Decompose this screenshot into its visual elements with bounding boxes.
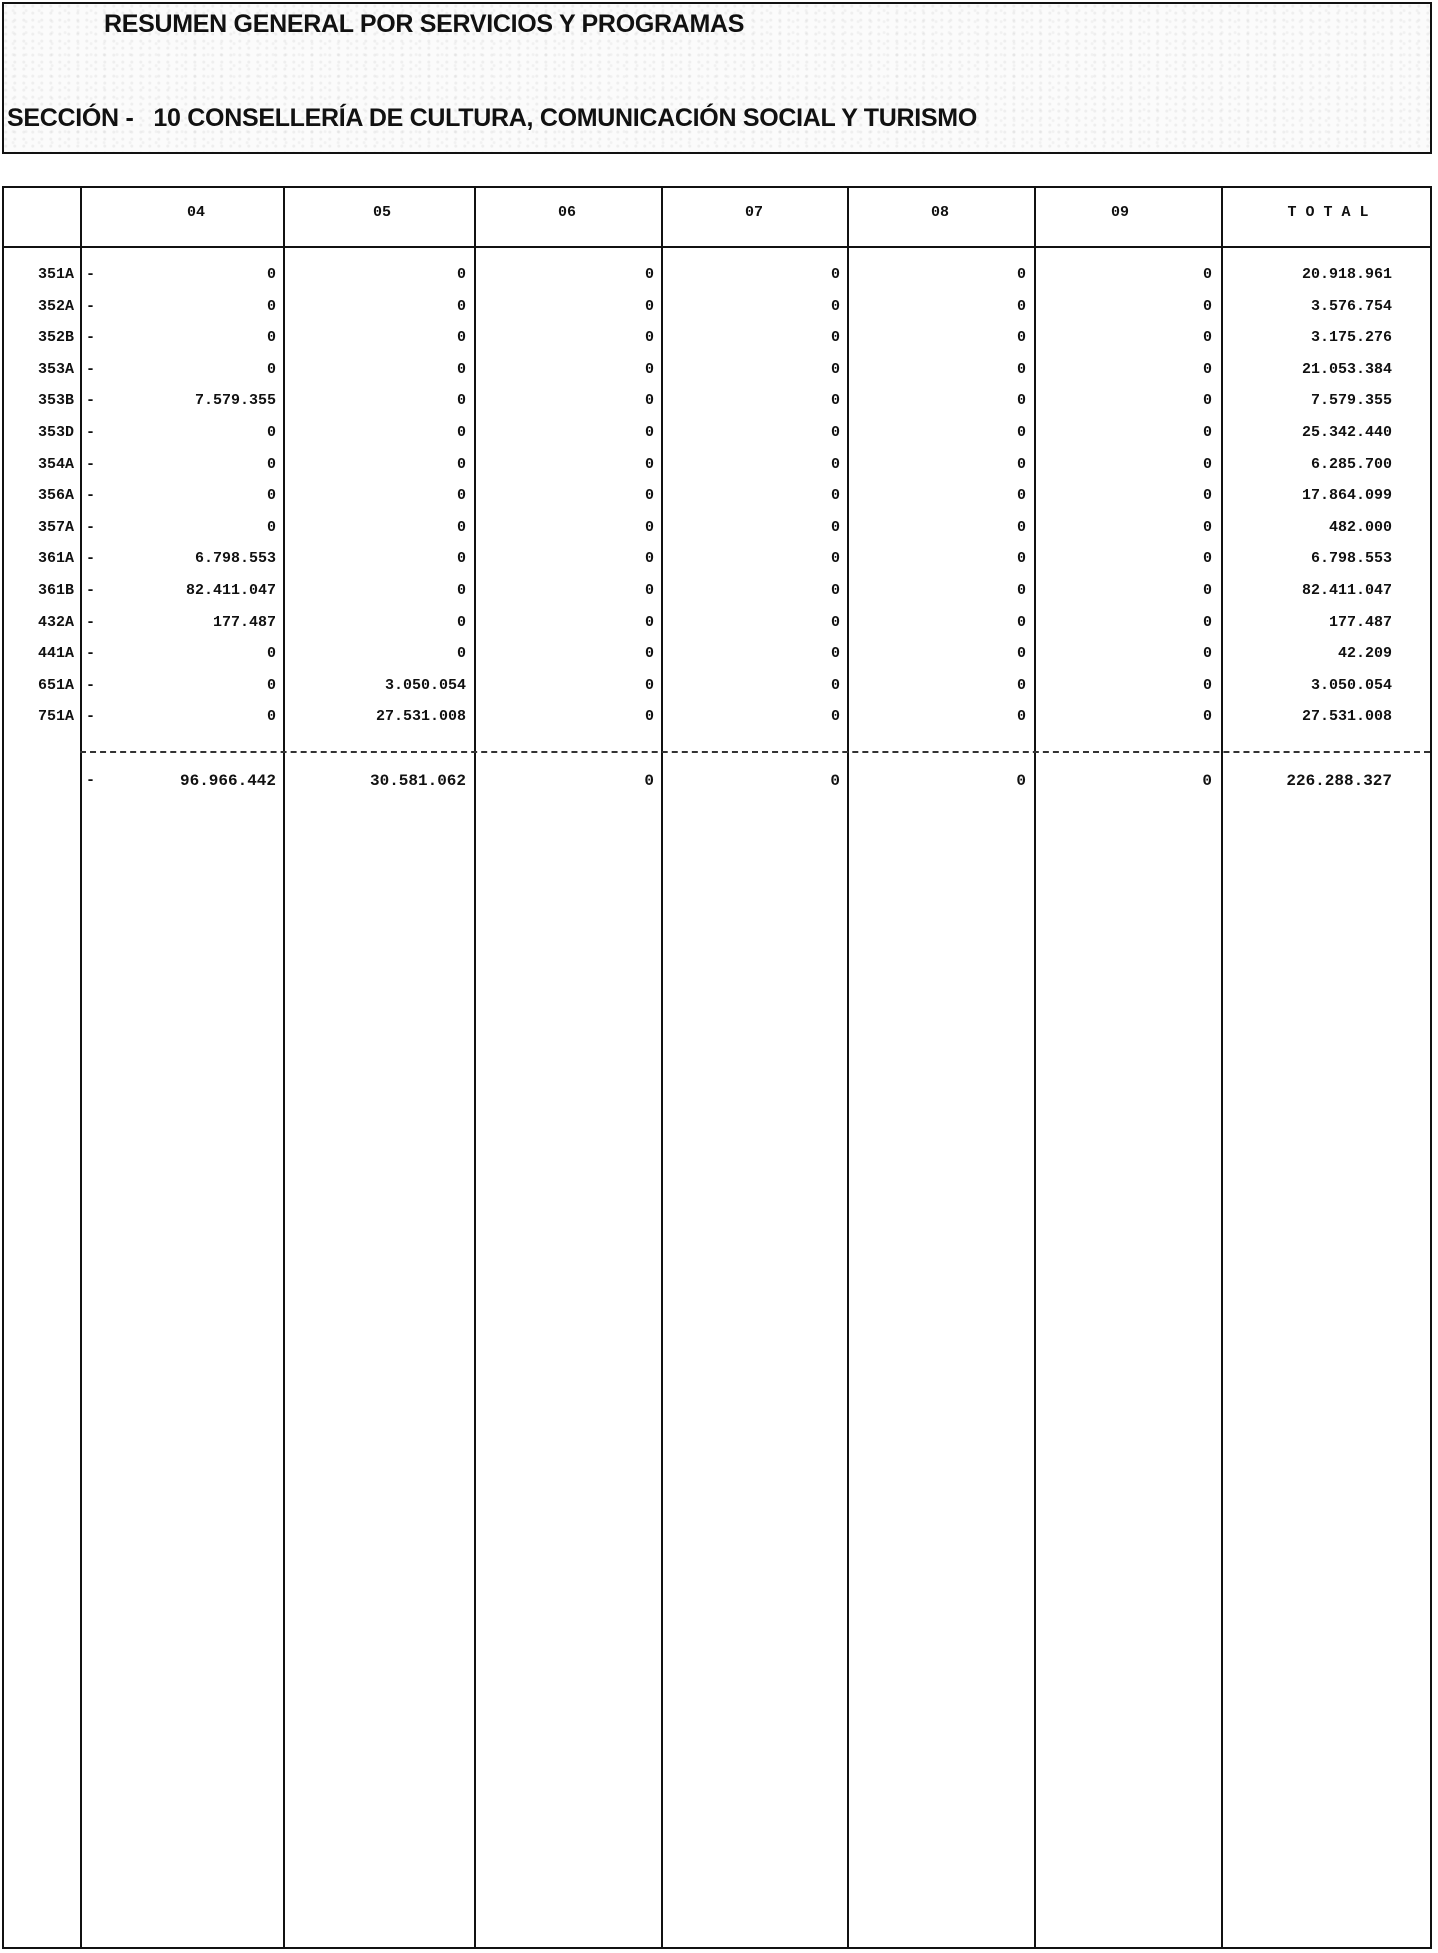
- table-cell: 0: [1202, 298, 1212, 315]
- column-header-06: 06: [557, 204, 576, 221]
- column-header-09: 09: [1110, 204, 1129, 221]
- table-cell: 0: [830, 361, 840, 378]
- table-cell: 0: [644, 424, 654, 441]
- table-cell: 6.798.553: [1310, 550, 1392, 567]
- table-cell: 0: [1016, 361, 1026, 378]
- table-cell: 0: [1016, 424, 1026, 441]
- table-cell: 0: [1016, 708, 1026, 725]
- row-separator: -: [86, 582, 96, 599]
- table-cell: 0: [1202, 266, 1212, 283]
- table-cell: 0: [1202, 392, 1212, 409]
- column-header-04: 04: [186, 204, 205, 221]
- row-separator: -: [86, 550, 96, 567]
- table-cell: 0: [1016, 550, 1026, 567]
- row-code: 352A: [37, 298, 74, 315]
- row-code: 354A: [37, 456, 74, 473]
- row-separator: -: [86, 614, 96, 631]
- section-number: 10: [153, 104, 181, 132]
- total-cell: 30.581.062: [369, 772, 466, 790]
- table-cell: 0: [830, 645, 840, 662]
- table-cell: 0: [1202, 550, 1212, 567]
- table-cell: 0: [1016, 519, 1026, 536]
- table-cell: 27.531.008: [375, 708, 466, 725]
- table-cell: 27.531.008: [1301, 708, 1392, 725]
- total-cell: 0: [1202, 772, 1212, 790]
- table-cell: 482.000: [1328, 519, 1392, 536]
- table-cell: 0: [266, 298, 276, 315]
- table-cell: 0: [266, 519, 276, 536]
- table-cell: 0: [830, 456, 840, 473]
- row-separator: -: [86, 266, 96, 283]
- table-cell: 0: [830, 266, 840, 283]
- table-cell: 17.864.099: [1301, 487, 1392, 504]
- table-cell: 6.285.700: [1310, 456, 1392, 473]
- table-cell: 0: [456, 392, 466, 409]
- table-cell: 42.209: [1337, 645, 1392, 662]
- column-divider: [80, 186, 82, 1949]
- table-cell: 0: [266, 677, 276, 694]
- table-cell: 0: [644, 298, 654, 315]
- table-cell: 6.798.553: [194, 550, 276, 567]
- column-divider: [1221, 186, 1223, 1949]
- table-cell: 0: [1202, 329, 1212, 346]
- table-cell: 0: [456, 361, 466, 378]
- table-cell: 0: [830, 550, 840, 567]
- table-cell: 0: [456, 614, 466, 631]
- table-cell: 0: [644, 392, 654, 409]
- table-cell: 0: [266, 456, 276, 473]
- table-cell: 7.579.355: [1310, 392, 1392, 409]
- total-cell: 226.288.327: [1286, 772, 1392, 790]
- table-cell: 0: [830, 329, 840, 346]
- table-cell: 82.411.047: [185, 582, 276, 599]
- table-cell: 0: [266, 361, 276, 378]
- table-cell: 7.579.355: [194, 392, 276, 409]
- row-code: 441A: [37, 645, 74, 662]
- row-code: 357A: [37, 519, 74, 536]
- table-cell: 0: [1202, 456, 1212, 473]
- total-cell: 96.966.442: [179, 772, 276, 790]
- table-cell: 0: [266, 708, 276, 725]
- table-cell: 0: [1016, 487, 1026, 504]
- table-cell: 0: [830, 677, 840, 694]
- table-cell: 3.175.276: [1310, 329, 1392, 346]
- table-cell: 0: [1016, 677, 1026, 694]
- row-separator: -: [86, 329, 96, 346]
- row-code: 353B: [37, 392, 74, 409]
- table-cell: 177.487: [1328, 614, 1392, 631]
- header-row-divider: [2, 246, 1432, 248]
- table-cell: 3.050.054: [384, 677, 466, 694]
- table-cell: 0: [644, 582, 654, 599]
- table-cell: 0: [1202, 424, 1212, 441]
- table-cell: 0: [266, 645, 276, 662]
- row-separator: -: [86, 424, 96, 441]
- table-cell: 0: [266, 424, 276, 441]
- table-cell: 82.411.047: [1301, 582, 1392, 599]
- row-separator: -: [86, 456, 96, 473]
- table-cell: 0: [1202, 708, 1212, 725]
- table-cell: 0: [644, 456, 654, 473]
- table-cell: 0: [830, 392, 840, 409]
- table-cell: 0: [456, 298, 466, 315]
- total-cell: 0: [1016, 772, 1026, 790]
- table-cell: 0: [1016, 266, 1026, 283]
- table-cell: 0: [830, 424, 840, 441]
- table-cell: 0: [644, 519, 654, 536]
- table-cell: 0: [644, 645, 654, 662]
- table-cell: 0: [644, 266, 654, 283]
- column-header-07: 07: [744, 204, 763, 221]
- column-header-total: T O T A L: [1287, 204, 1369, 221]
- table-cell: 0: [456, 329, 466, 346]
- table-cell: 0: [830, 487, 840, 504]
- table-cell: 0: [1202, 519, 1212, 536]
- section-name: CONSELLERÍA DE CULTURA, COMUNICACIÓN SOCIAL Y TURISMO: [187, 104, 977, 132]
- table-cell: 0: [456, 487, 466, 504]
- row-separator: -: [86, 487, 96, 504]
- row-separator: -: [86, 519, 96, 536]
- table-cell: 0: [1016, 298, 1026, 315]
- row-separator: -: [86, 361, 96, 378]
- table-cell: 0: [1202, 614, 1212, 631]
- table-cell: 20.918.961: [1301, 266, 1392, 283]
- table-cell: 0: [456, 582, 466, 599]
- table-cell: 0: [1202, 487, 1212, 504]
- table-cell: 0: [456, 550, 466, 567]
- table-cell: 0: [830, 708, 840, 725]
- table-cell: 177.487: [212, 614, 276, 631]
- row-code: 352B: [37, 329, 74, 346]
- totals-dash: -: [86, 772, 96, 789]
- table-cell: 0: [456, 456, 466, 473]
- row-code: 353A: [37, 361, 74, 378]
- table-cell: 0: [456, 424, 466, 441]
- report-title: RESUMEN GENERAL POR SERVICIOS Y PROGRAMAS: [104, 10, 745, 38]
- table-cell: 0: [644, 361, 654, 378]
- row-code: 432A: [37, 614, 74, 631]
- table-cell: 0: [266, 487, 276, 504]
- row-separator: -: [86, 392, 96, 409]
- table-cell: 0: [1016, 614, 1026, 631]
- table-cell: 0: [644, 708, 654, 725]
- table-frame: [2, 186, 1432, 1949]
- column-divider: [661, 186, 663, 1949]
- total-cell: 0: [644, 772, 654, 790]
- table-cell: 3.576.754: [1310, 298, 1392, 315]
- column-divider: [283, 186, 285, 1949]
- totals-separator: [80, 751, 1430, 753]
- total-cell: 0: [830, 772, 840, 790]
- table-cell: 0: [830, 298, 840, 315]
- row-code: 361B: [37, 582, 74, 599]
- table-cell: 0: [644, 487, 654, 504]
- row-code: 353D: [37, 424, 74, 441]
- row-separator: -: [86, 677, 96, 694]
- column-header-08: 08: [930, 204, 949, 221]
- row-code: 361A: [37, 550, 74, 567]
- table-cell: 25.342.440: [1301, 424, 1392, 441]
- table-cell: 0: [266, 266, 276, 283]
- row-code: 751A: [37, 708, 74, 725]
- table-cell: 0: [644, 614, 654, 631]
- report-header: [2, 2, 1432, 154]
- column-divider: [1034, 186, 1036, 1949]
- table-cell: 0: [456, 519, 466, 536]
- table-cell: 21.053.384: [1301, 361, 1392, 378]
- row-code: 651A: [37, 677, 74, 694]
- column-header-05: 05: [372, 204, 391, 221]
- section-label: SECCIÓN -: [7, 104, 134, 132]
- table-cell: 0: [1016, 645, 1026, 662]
- table-cell: 3.050.054: [1310, 677, 1392, 694]
- table-cell: 0: [644, 329, 654, 346]
- table-cell: 0: [1202, 645, 1212, 662]
- table-cell: 0: [266, 329, 276, 346]
- table-cell: 0: [1202, 361, 1212, 378]
- table-cell: 0: [1016, 582, 1026, 599]
- table-cell: 0: [1202, 677, 1212, 694]
- table-cell: 0: [830, 582, 840, 599]
- table-cell: 0: [1202, 582, 1212, 599]
- table-cell: 0: [1016, 456, 1026, 473]
- table-cell: 0: [1016, 329, 1026, 346]
- row-code: 356A: [37, 487, 74, 504]
- table-cell: 0: [644, 677, 654, 694]
- table-cell: 0: [1016, 392, 1026, 409]
- column-divider: [847, 186, 849, 1949]
- section-line: [7, 104, 977, 133]
- table-cell: 0: [830, 519, 840, 536]
- table-cell: 0: [456, 266, 466, 283]
- row-separator: -: [86, 298, 96, 315]
- row-separator: -: [86, 708, 96, 725]
- table-cell: 0: [644, 550, 654, 567]
- table-cell: 0: [456, 645, 466, 662]
- row-code: 351A: [37, 266, 74, 283]
- row-separator: -: [86, 645, 96, 662]
- table-cell: 0: [830, 614, 840, 631]
- column-divider: [474, 186, 476, 1949]
